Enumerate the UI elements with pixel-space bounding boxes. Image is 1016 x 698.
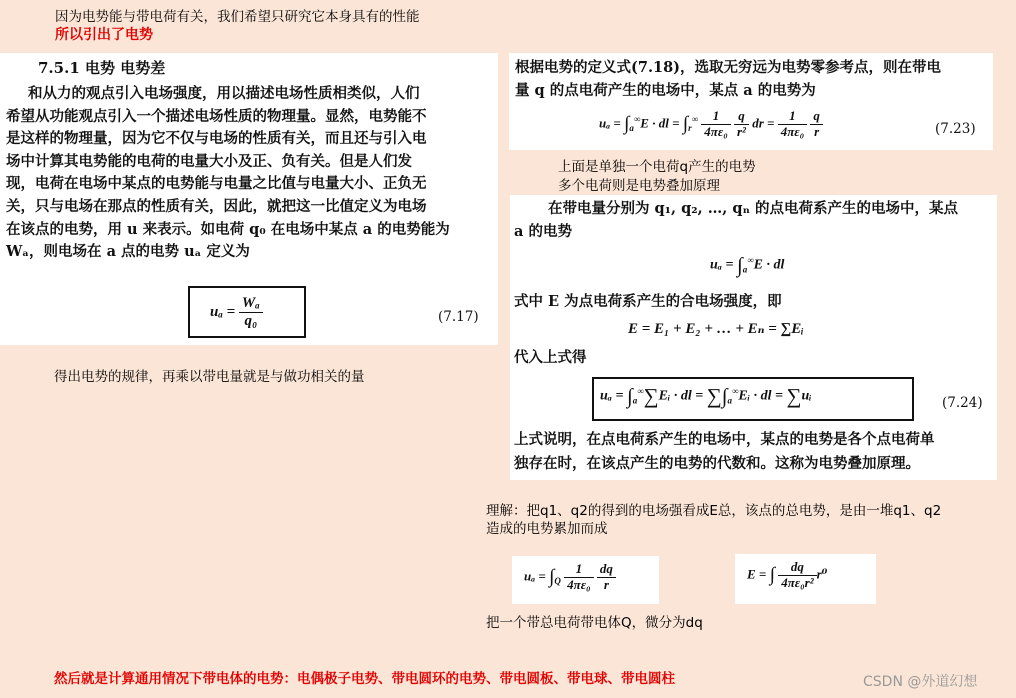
left-line: 在该点的电势，用 u 来表示。如电荷 q₀ 在电场中某点 a 的电势能为	[6, 220, 450, 238]
point-charge-potential-equation: $u_a = \int_a^\infty E$ · dl = $\int_r^\infty$ $\frac{1}{\text{4πε₀}}$ $\frac{q}{\text{r²}}$ dr = $\frac{1}{\text{4πε₀}}$ $\frac{q}{r}$	[599, 109, 823, 140]
left-line: Wₐ，则电场在 a 点的电势 uₐ 定义为	[6, 243, 250, 261]
continuous-potential-equation: $u_a = \int_Q$ $\frac{1}{\text{4πε₀}}$ $\frac{dq}{r}$	[524, 562, 616, 593]
mid-right-line1: 在带电量分别为 q₁, q₂, …, qₙ 的点电荷系产生的电场中，某点	[548, 200, 959, 217]
charge-distribution-potential-scan	[512, 556, 659, 604]
superposition-equation-box	[592, 377, 914, 421]
textbook-top-right-scan	[509, 53, 993, 150]
eq-denominator: q₀	[244, 313, 258, 330]
rule-note: 得出电势的规律，再乘以带电量就是与做功相关的量	[54, 369, 365, 385]
eq-fraction	[239, 295, 263, 331]
left-line: 和从力的观点引入电场强度，用以描述电场性质相类似，人们	[28, 85, 420, 102]
mid-right-line3: 式中 E 为点电荷系产生的合电场强度，即	[514, 293, 782, 310]
potential-integral-equation: $u_a = \int_a^\infty E$ · dl	[710, 253, 785, 277]
textbook-left-body	[6, 83, 494, 264]
eq-label-7-23: (7.23)	[935, 121, 976, 137]
section-heading: 7.5.1 电势 电势差	[38, 59, 166, 77]
eq-label-7-24: (7.24)	[942, 395, 983, 411]
single-charge-note: 上面是单独一个电荷q产生的电势	[558, 159, 756, 175]
mid-right-line4: 代入上式得	[514, 349, 587, 366]
intro-red-note: 所以引出了电势	[55, 27, 153, 43]
left-line: 希望从功能观点引入一个描述电场性质的物理量。显然，电势能不	[6, 107, 427, 125]
understand-note-2: 造成的电势累加而成	[486, 521, 608, 537]
eq-lhs: uₐ =	[210, 304, 236, 321]
left-line: 是这样的物理量，因为它不仅与电场的性质有关，而且还与引入电	[6, 130, 427, 148]
left-line: 场中计算其电势能的电荷的电量大小及正、负有关。但是人们发	[6, 152, 412, 170]
differential-note: 把一个带总电荷带电体Q，微分为dq	[486, 615, 703, 631]
eq-label-7-17: (7.17)	[438, 309, 479, 325]
superposition-equation: $u_a = \int_a^\infty\sum Eᵢ$ · dl = $\sum\int_a^\infty Eᵢ$ · dl = ∑uᵢ	[600, 384, 812, 408]
intro-note: 因为电势能与带电荷有关，我们希望只研究它本身具有的性能	[55, 9, 420, 25]
superposition-note: 多个电荷则是电势叠加原理	[558, 178, 720, 194]
continuous-field-scan	[735, 554, 876, 604]
final-note: 然后就是计算通用情况下带电体的电势：电偶极子电势、带电圆环的电势、带电圆板、带电球、带电圆柱	[54, 671, 675, 687]
mid-right-line2: a 的电势	[514, 223, 572, 240]
top-right-line: 量 q 的点电荷产生的电场中，某点 a 的电势为	[515, 81, 816, 99]
potential-definition-equation	[210, 295, 263, 331]
field-sum-equation: E = E₁ + E₂ + … + Eₙ = ∑Eᵢ	[628, 321, 804, 337]
mid-right-line6: 独存在时，在该点产生的电势的代数和。这称为电势叠加原理。	[514, 455, 920, 472]
equation-box	[188, 286, 306, 338]
mid-right-line5: 上式说明，在点电荷系产生的电场中，某点的电势是各个点电荷单	[514, 431, 935, 448]
csdn-watermark: CSDN @外道幻想	[863, 674, 978, 690]
eq-numerator: Wₐ	[239, 295, 263, 313]
textbook-mid-right-scan	[510, 195, 997, 480]
top-right-line: 根据电势的定义式(7.18)，选取无穷远为电势零参考点，则在带电	[515, 59, 942, 76]
left-line: 关，只与电场在那点的性质有关，因此，就把这一比值定义为电场	[6, 197, 427, 215]
continuous-field-equation: E = ∫ $\frac{dq}{\text{4πε₀r²}}$ r⁰	[747, 559, 828, 590]
top-right-body	[515, 57, 941, 102]
left-line: 现，电荷在电场中某点的电势能与电量之比值与电量大小、正负无	[6, 175, 427, 193]
textbook-left-scan	[0, 53, 498, 345]
understand-note-1: 理解：把q1、q2的得到的电场强看成E总，该点的总电势，是由一堆q1、q2	[486, 503, 942, 519]
